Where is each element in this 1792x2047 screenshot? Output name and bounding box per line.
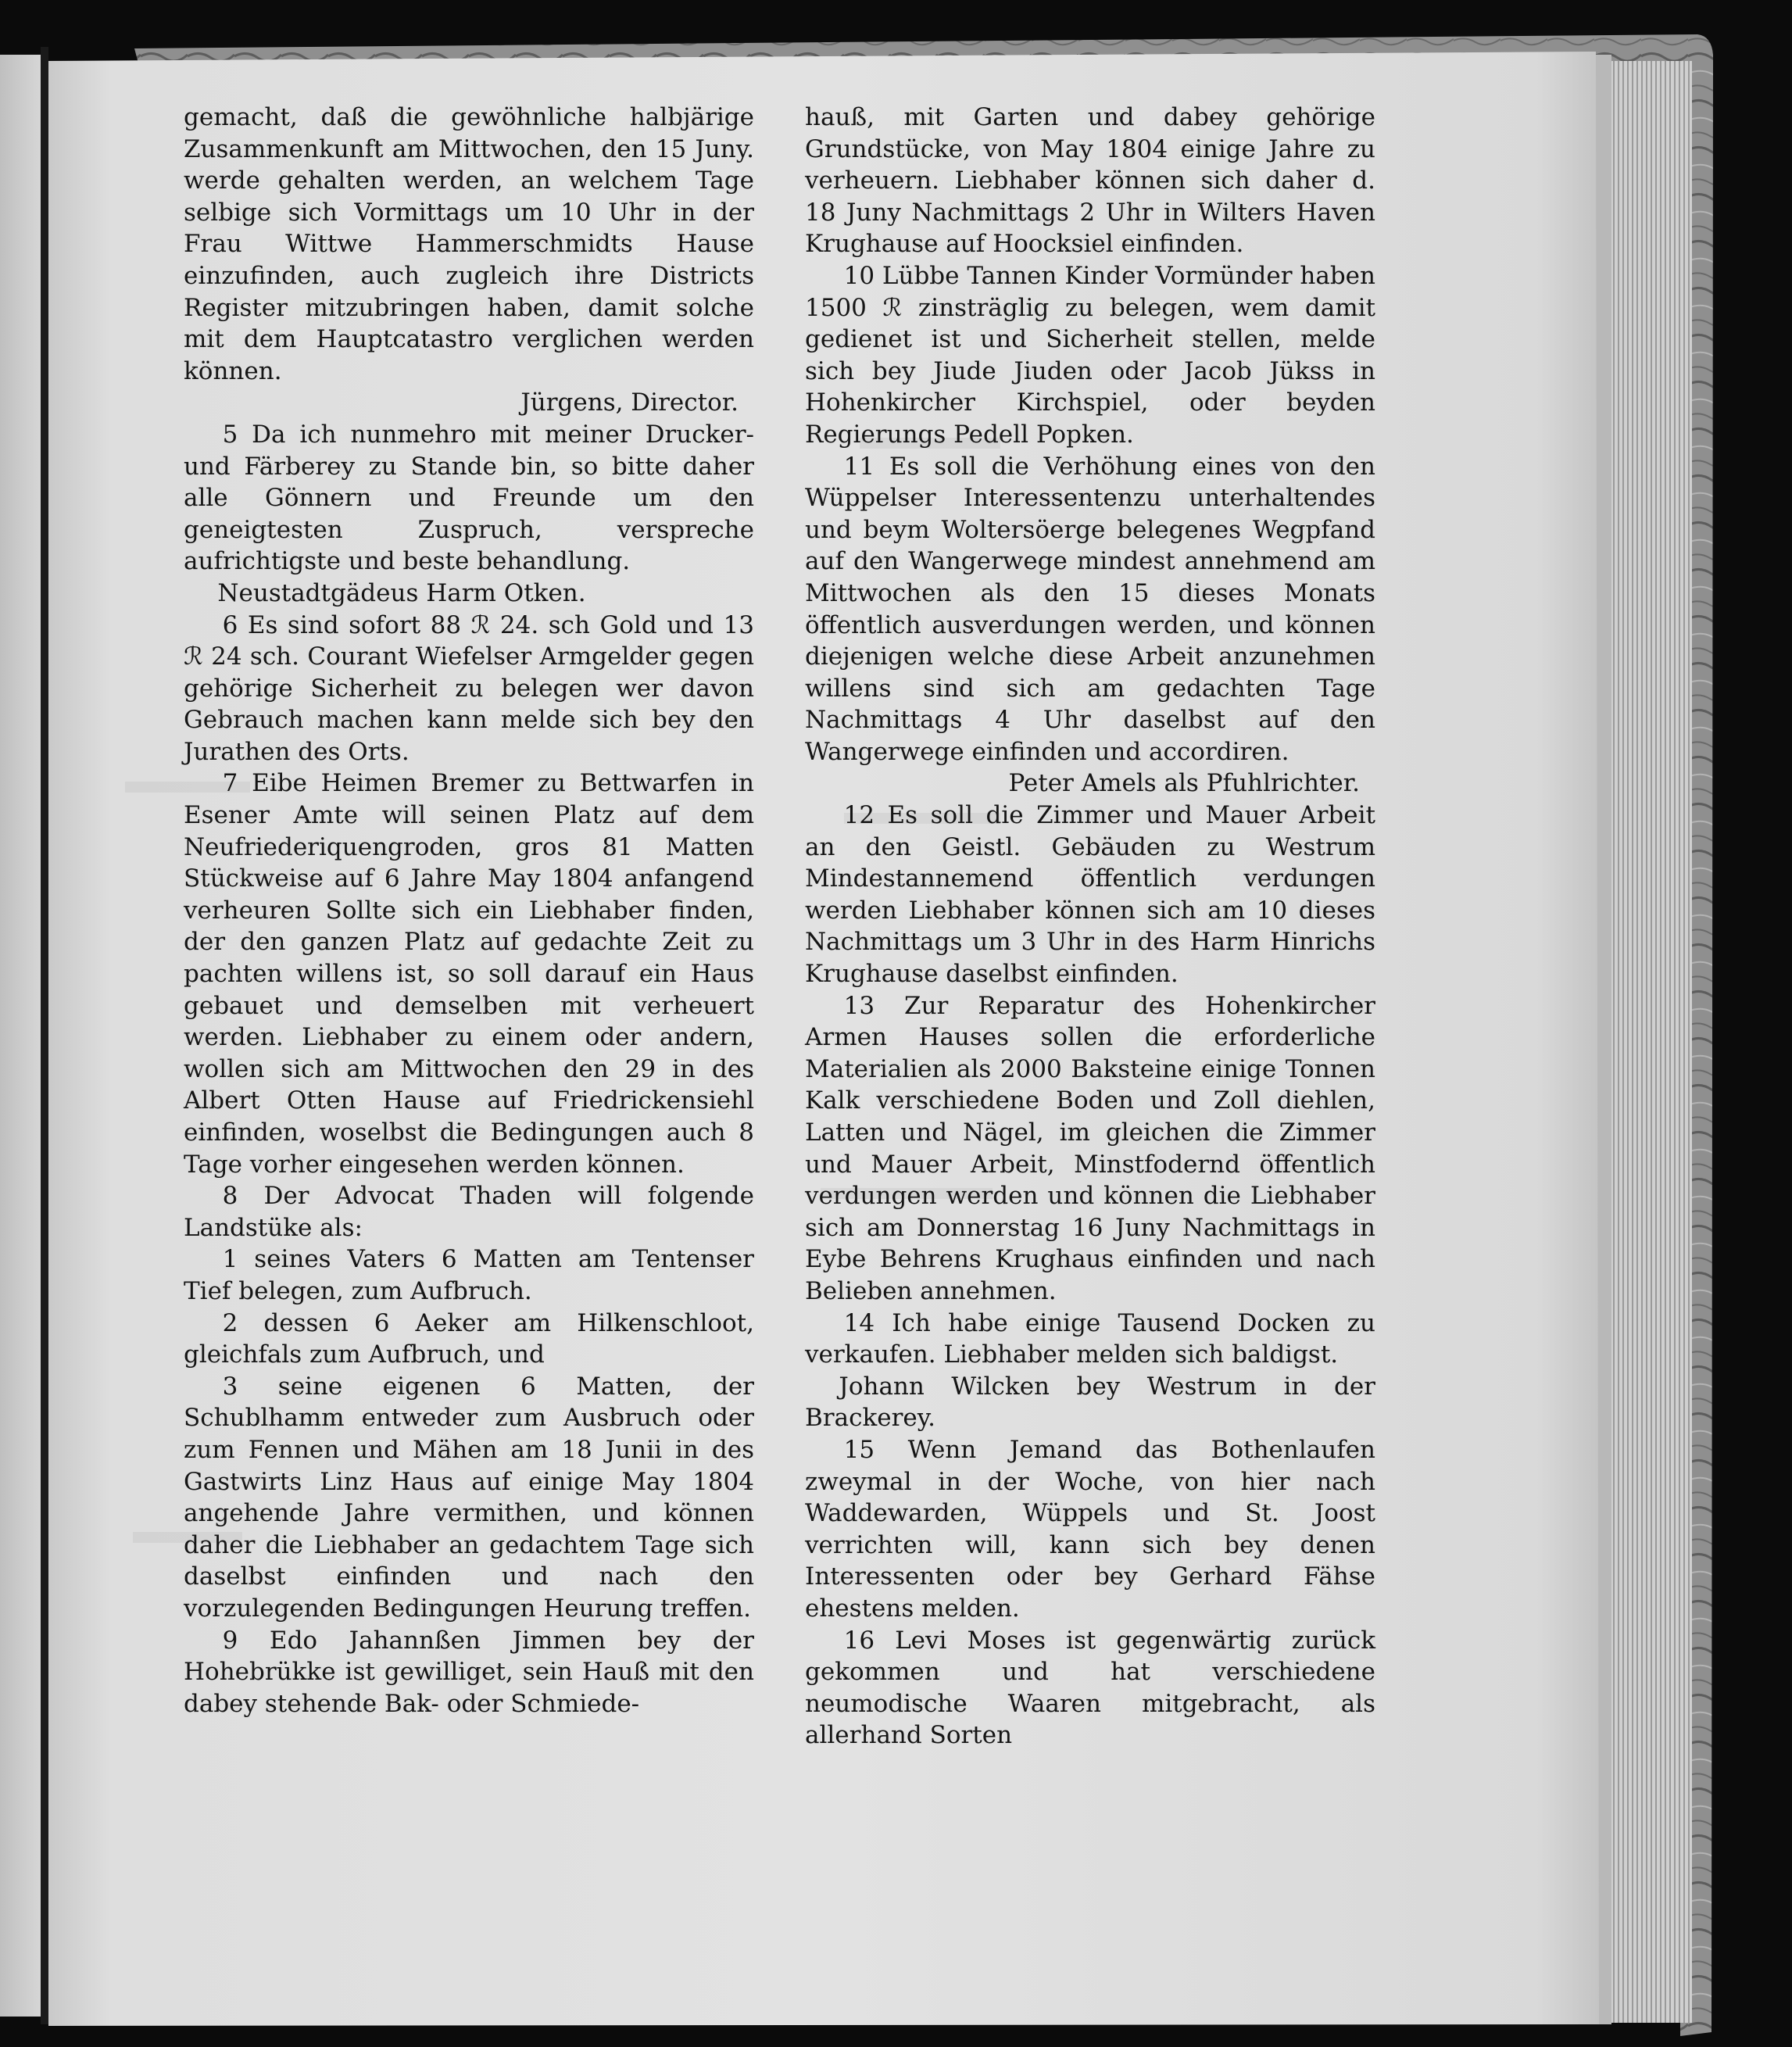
notice-paragraph: 6 Es sind sofort 88 ℛ 24. sch Gold und 13 ℛ 24 sch. Courant Wiefelser Armgelder gegen gehörige Sicherheit zu belegen wer davon Gebrauch machen kann melde sich bey den Jurathen des Orts. <box>184 610 754 766</box>
signature: Jürgens, Director. <box>520 388 739 417</box>
notice-paragraph: 7 Eibe Heimen Bremer zu Bettwarfen in Esener Amte will seinen Platz auf dem Neufriederiquengroden, gros 81 Matten Stückweise auf 6 Jahre May 1804 anfangend verheuren Sollte sich ein Liebhaber finden, der den ganzen Platz auf gedachte Zeit zu pachten willens ist, so soll darauf ein Haus gebauet und demselben mit verheuert werden. Liebhaber zu einem oder andern, wollen sich am Mittwochen den 29 in des Albert Otten Hause auf Friedrickensiehl einfinden, woselbst die Bedingungen auch 8 Tage vorher eingesehen werden können. <box>184 769 754 1179</box>
page-text <box>184 102 1375 1782</box>
notice-paragraph: 8 Der Advocat Thaden will folgende Landstüke als: <box>184 1182 754 1242</box>
notice-paragraph: 15 Wenn Jemand das Bothenlaufen zweymal in der Woche, von hier nach Waddewarden, Wüppels und St. Joost verrichten will, kann sich bey denen Interessenten oder bey Gerhard Fähse ehestens melden. <box>805 1435 1375 1623</box>
notice-paragraph: 12 Es soll die Zimmer und Mauer Arbeit an den Geistl. Gebäuden zu Westrum Mindestannemend öffentlich verdungen werden Liebhaber können sich am 10 dieses Nachmittags um 3 Uhr in des Harm Hinrichs Krughause daselbst einfinden. <box>805 801 1375 989</box>
right-column <box>805 102 1375 1782</box>
notice-paragraph: 10 Lübbe Tannen Kinder Vormünder haben 1500 ℛ zinsträglig zu belegen, wem damit gedienet ist und Sicherheit stellen, melde sich bey Jiude Jiuden oder Jacob Jükss in Hohenkircher Kirchspiel, oder beyden Regierungs Pedell Popken. <box>805 261 1375 449</box>
notice-paragraph: 13 Zur Reparatur des Hohenkircher Armen Hauses sollen die erforderliche Materialien als 2000 Baksteine einige Tonnen Kalk verschiedene Boden und Zoll diehlen, Latten und Nägel, im gleichen die Zimmer und Mauer Arbeit, Minstfodernd öffentlich verdungen werden und können die Liebhaber sich am Donnerstag 16 Juny Nachmittags in Eybe Behrens Krughaus einfinden und nach Belieben annehmen. <box>805 991 1375 1305</box>
signature: Peter Amels als Pfuhlrichter. <box>1008 769 1360 798</box>
page-block-edges <box>1606 61 1692 2023</box>
left-facing-page <box>0 55 41 2017</box>
book-gutter <box>41 47 48 2024</box>
notice-paragraph: 3 seine eigenen 6 Matten, der Schublhamm entweder zum Ausbruch oder zum Fennen und Mähen am 18 Junii in des Gastwirts Linz Haus auf einige May 1804 angehende Jahre vermithen, und können daher die Liebhaber an gedachtem Tage sich daselbst einfinden und nach den vorzulegenden Bedingungen Heurung treffen. <box>184 1372 754 1623</box>
notice-paragraph: gemacht, daß die gewöhnliche halbjärige Zusammenkunft am Mittwochen, den 15 Juny. werde gehalten werden, an welchem Tage selbige sich Vormittags um 10 Uhr in der Frau Wittwe Hammerschmidts Hause einzufinden, auch zugleich ihre Districts Register mitzubringen haben, damit solche mit dem Hauptcatastro verglichen werden können. <box>184 103 754 385</box>
signature: Neustadtgädeus Harm Otken. <box>217 578 586 607</box>
notice-paragraph: hauß, mit Garten und dabey gehörige Grundstücke, von May 1804 einige Jahre zu verheuern. Liebhaber können sich daher d. 18 Juny Nachmittags 2 Uhr in Wilters Haven Krughause auf Hoocksiel einfinden. <box>805 103 1375 259</box>
notice-paragraph: 2 dessen 6 Aeker am Hilkenschloot, gleichfals zum Aufbruch, und <box>184 1308 754 1369</box>
notice-paragraph: 16 Levi Moses ist gegenwärtig zurück gekommen und hat verschiedene neumodische Waaren mitgebracht, als allerhand Sorten <box>805 1626 1375 1750</box>
notice-paragraph: 5 Da ich nunmehro mit meiner Drucker- und Färberey zu Stande bin, so bitte daher alle Gönnern und Freunde um den geneigtesten Zuspruch, verspreche aufrichtigste und beste behandlung. <box>184 420 754 576</box>
signature: Johann Wilcken bey Westrum in der Brackerey. <box>805 1372 1375 1433</box>
notice-paragraph: 14 Ich habe einige Tausend Docken zu verkaufen. Liebhaber melden sich baldigst. <box>805 1308 1375 1369</box>
left-column <box>184 102 754 1782</box>
notice-paragraph: 11 Es soll die Verhöhung eines von den Wüppelser Interessentenzu unterhaltendes und beym Woltersöerge belegenes Wegpfand auf den Wangerwege mindest annehmend am Mittwochen als den 15 dieses Monats öffentlich ausverdungen werden, und können diejenigen welche diese Arbeit anzunehmen willens sind sich am gedachten Tage Nachmittags 4 Uhr daselbst auf den Wangerwege einfinden und accordiren. <box>805 452 1375 766</box>
notice-paragraph: 1 seines Vaters 6 Matten am Tentenser Tief belegen, zum Aufbruch. <box>184 1245 754 1305</box>
notice-paragraph: 9 Edo Jahannßen Jimmen bey der Hohebrükke ist gewilliget, sein Hauß mit den dabey stehende Bak- oder Schmiede- <box>184 1626 754 1718</box>
